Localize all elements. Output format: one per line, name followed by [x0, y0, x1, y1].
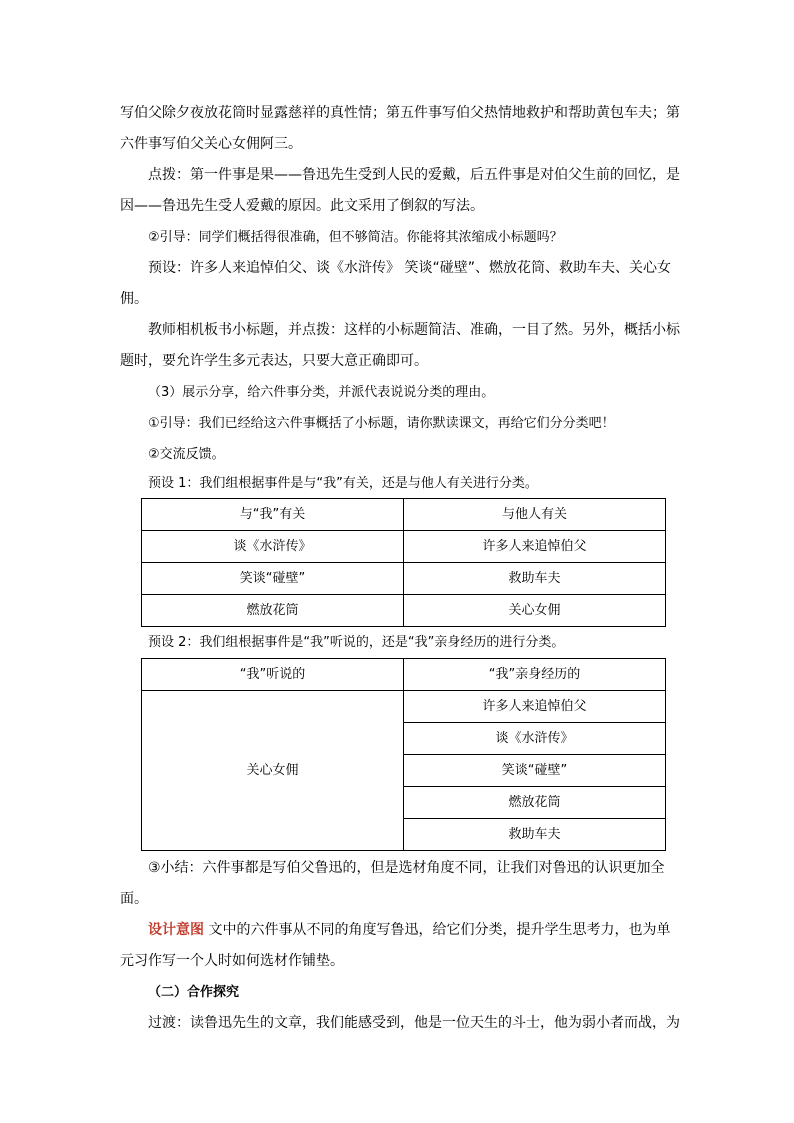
table-cell: 许多人来追悼伯父: [404, 531, 666, 563]
paragraph-line: ②交流反馈。: [148, 447, 225, 462]
classification-table-2: [141, 658, 666, 851]
classification-table-1: [141, 498, 666, 627]
table-cell: 与他人有关: [404, 499, 666, 531]
paragraph-line: [120, 915, 680, 946]
table-cell: 谈《水浒传》: [404, 723, 666, 755]
table-cell-merged: 关心女佣: [142, 691, 404, 851]
table-cell: 与“我”有关: [142, 499, 404, 531]
paragraph-text: 文中的六件事从不同的角度写鲁迅，给它们分类，提升学生思考力，也为单: [208, 922, 671, 938]
table-cell: 关心女佣: [404, 595, 666, 627]
paragraph-line: ③小结：六件事都是写伯父鲁迅的，但是选材角度不同，让我们对鲁迅的认识更加全面。: [120, 860, 665, 907]
paragraph-line: 题时，要允许学生多元表达，只要大意正确即可。: [120, 353, 428, 369]
table-cell: 谈《水浒传》: [142, 531, 404, 563]
paragraph-line: 预设：许多人来追悼伯父、谈《水浒传》 笑谈“碰壁”、燃放花筒、救助车夫、关心女: [148, 260, 671, 276]
table-header-row: [142, 659, 666, 691]
table-cell: 燃放花筒: [142, 595, 404, 627]
section-heading: （二）合作探究: [148, 985, 240, 1000]
table-cell: 笑谈“碰壁”: [404, 755, 666, 787]
table-cell: “我”听说的: [142, 659, 404, 691]
table-cell: “我”亲身经历的: [404, 659, 666, 691]
body-text: [120, 98, 680, 1039]
paragraph-line: ②引导：同学们概括得很准确，但不够简洁。你能将其浓缩成小标题吗？: [148, 230, 563, 245]
table-header-row: [142, 499, 666, 531]
paragraph-line: ①引导：我们已经给这六件事概括了小标题，请你默读课文，再给它们分分类吧！: [148, 416, 615, 431]
paragraph-line: 教师相机板书小标题，并点拨：这样的小标题简洁、准确，一目了然。另外，概括小标: [148, 322, 680, 338]
table-cell: 救助车夫: [404, 819, 666, 851]
paragraph-line: 佣。: [120, 291, 148, 307]
paragraph-line: 过渡：读鲁迅先生的文章，我们能感受到，他是一位天生的斗士，他为弱小者而战，为: [148, 1015, 680, 1031]
paragraph-line: 预设 1：我们组根据事件是与“我”有关，还是与他人有关进行分类。: [148, 476, 538, 491]
paragraph-line: 点拨：第一件事是果——鲁迅先生受到人民的爱戴，后五件事是对伯父生前的回忆，是: [148, 167, 680, 183]
paragraph-line: 六件事写伯父关心女佣阿三。: [120, 136, 302, 152]
paragraph-line: 预设 2：我们组根据事件是“我”听说的，还是“我”亲身经历的进行分类。: [148, 635, 565, 650]
paragraph-line: 写伯父除夕夜放花筒时显露慈祥的真性情；第五件事写伯父热情地救护和帮助黄包车夫；第: [120, 105, 680, 121]
table-row: [142, 563, 666, 595]
paragraph-line: 元习作写一个人时如何选材作铺垫。: [120, 953, 344, 969]
table-cell: 许多人来追悼伯父: [404, 691, 666, 723]
table-cell: 救助车夫: [404, 563, 666, 595]
table-cell: 笑谈“碰壁”: [142, 563, 404, 595]
table-row: [142, 531, 666, 563]
paragraph-line: （3）展示分享，给六件事分类，并派代表说说分类的理由。: [148, 385, 495, 400]
paragraph-line: 因——鲁迅先生受人爱戴的原因。此文采用了倒叙的写法。: [120, 198, 484, 214]
design-intent-label: 设计意图: [148, 922, 204, 938]
table-cell: 燃放花筒: [404, 787, 666, 819]
table-row: [142, 595, 666, 627]
table-row: [142, 691, 666, 723]
